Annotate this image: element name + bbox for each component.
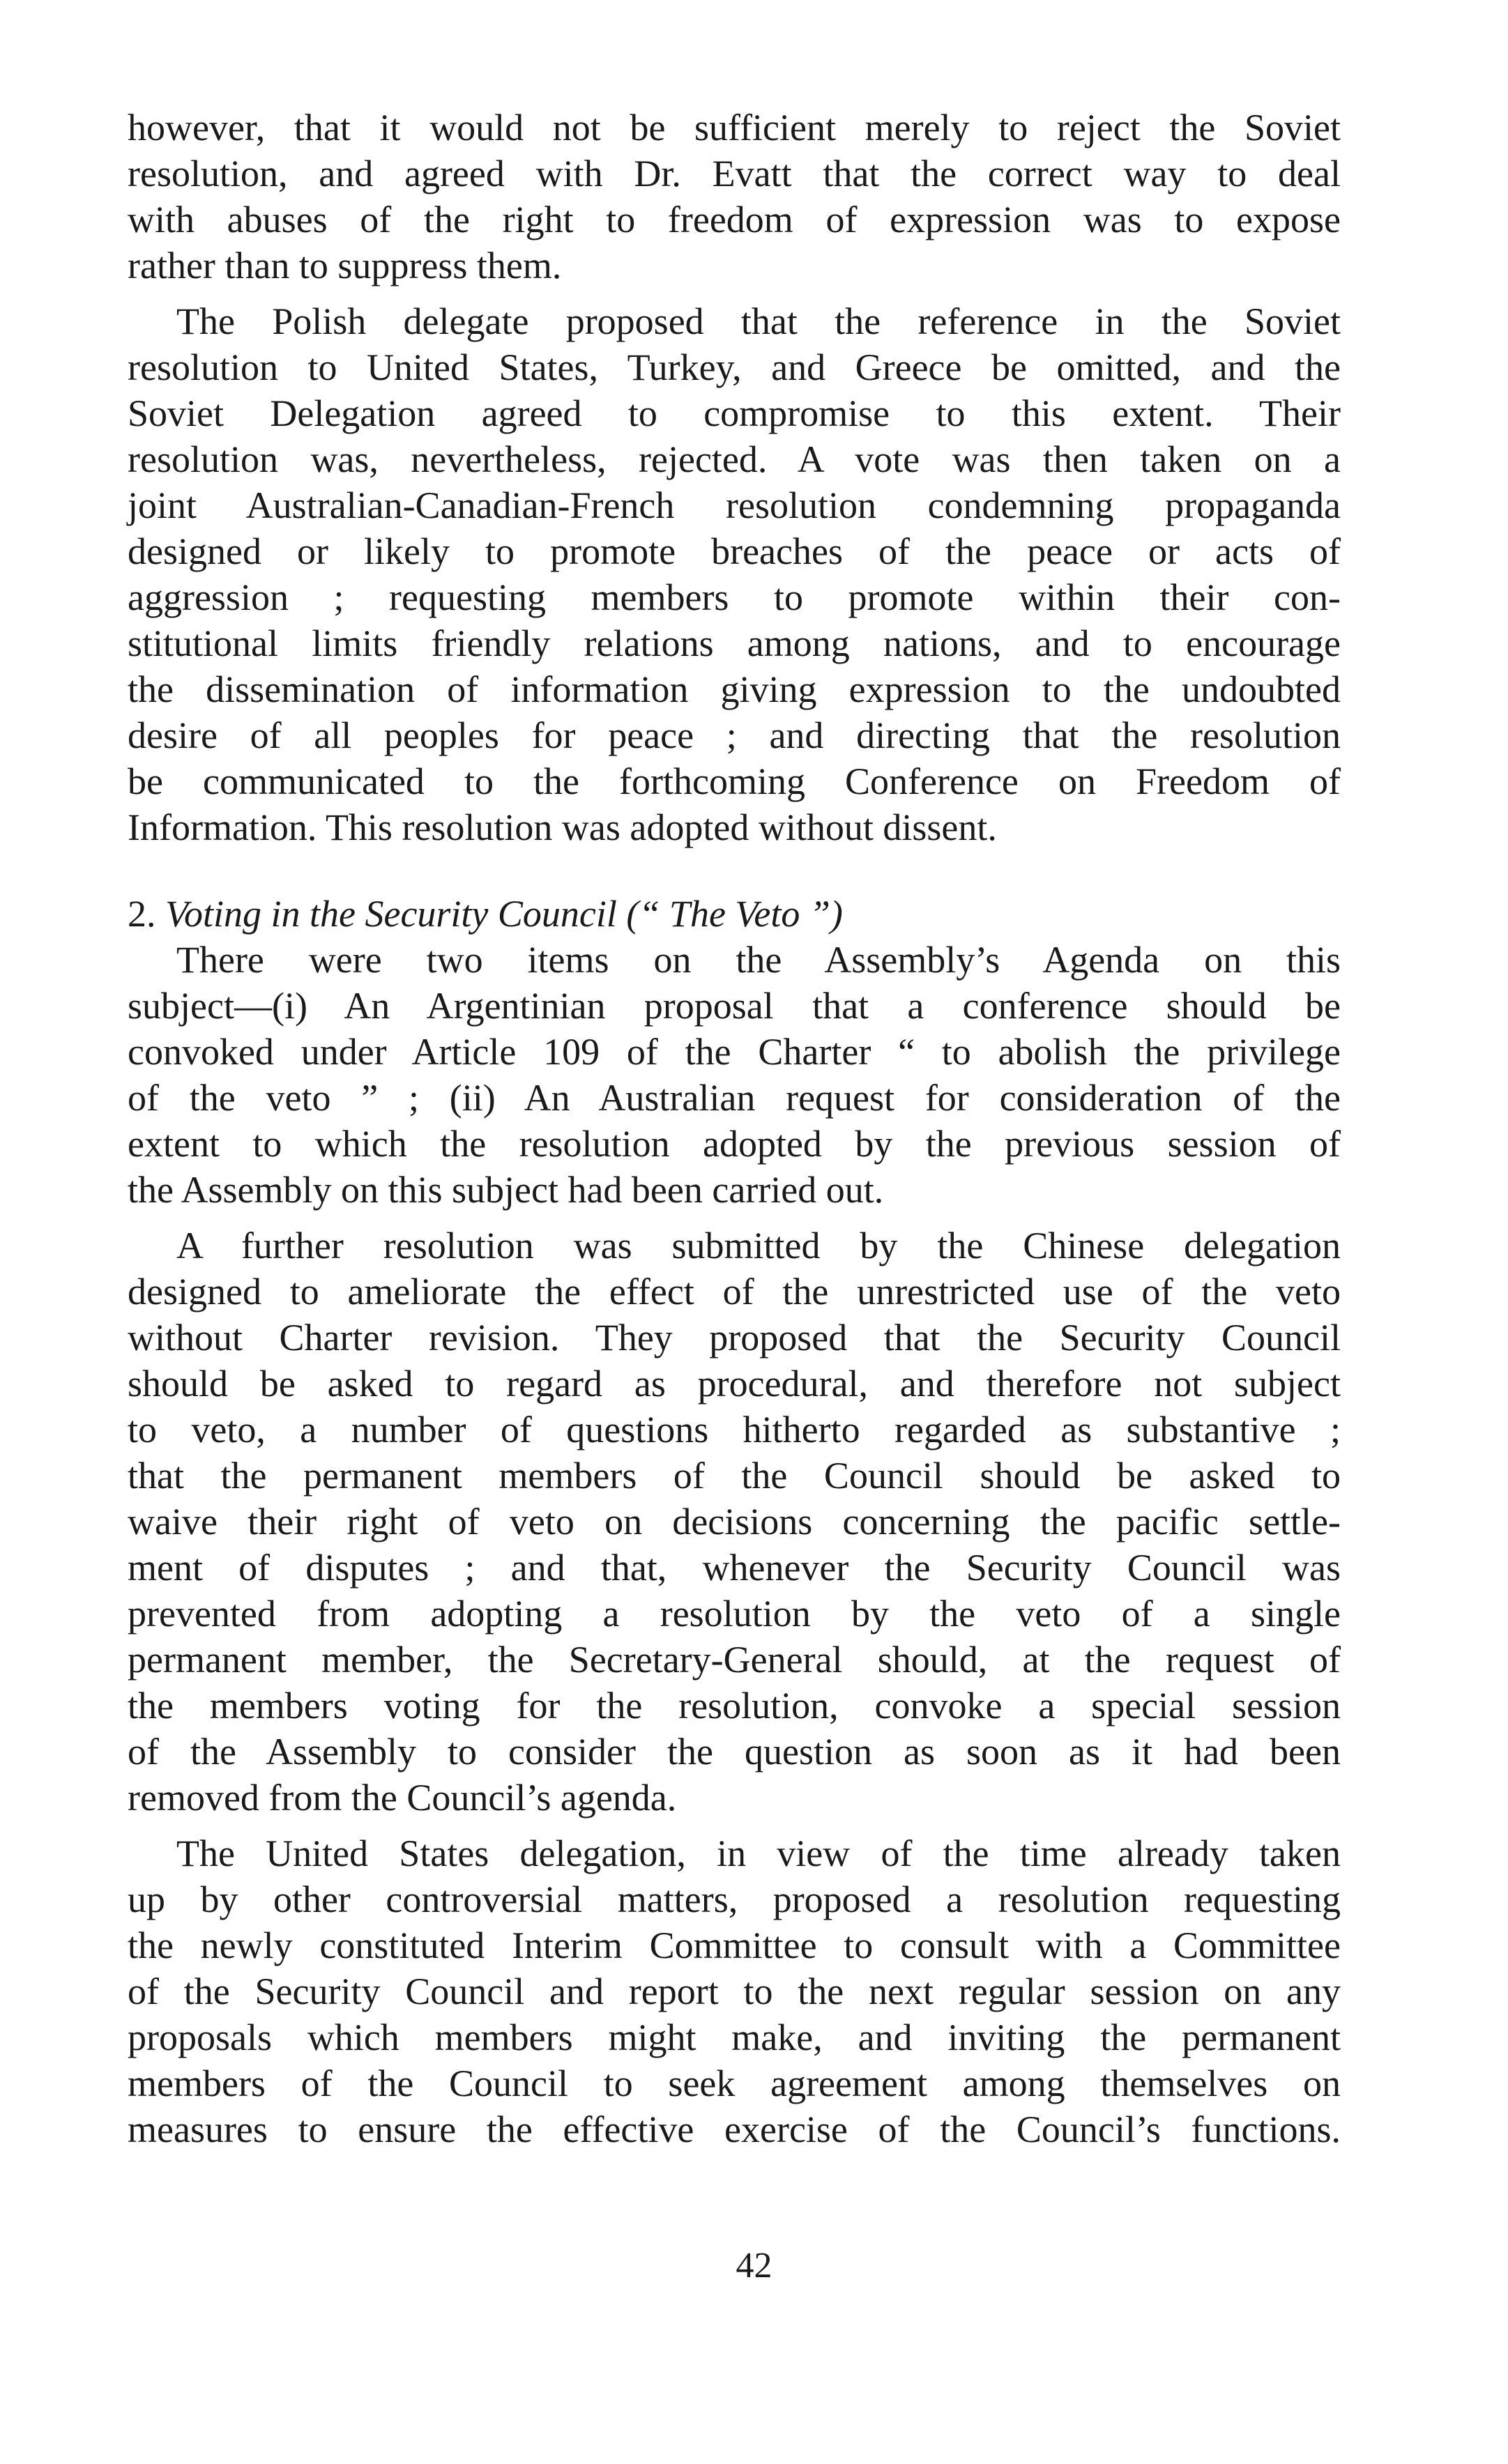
text-line: should be asked to regard as procedural, and therefore not subject — [128, 1363, 1341, 1405]
section-title: Voting in the Security Council (“ The Veto ”) — [165, 893, 843, 935]
text-line: prevented from adopting a resolution by the veto of a single — [128, 1593, 1341, 1635]
text-line: resolution was, nevertheless, rejected. A vote was then taken on a — [128, 438, 1341, 480]
text-line: A further resolution was submitted by the Chinese delegation — [176, 1225, 1341, 1267]
text-line: however, that it would not be sufficient merely to reject the Soviet — [128, 107, 1341, 148]
text-line: up by other controversial matters, proposed a resolution requesting — [128, 1878, 1341, 1920]
text-line: rather than to suppress them. — [128, 245, 562, 286]
text-line: extent to which the resolution adopted by the previous session of — [128, 1123, 1341, 1165]
text-line: proposals which members might make, and inviting the permanent — [128, 2017, 1341, 2058]
paragraph-1 — [128, 105, 1341, 289]
page-number: 42 — [736, 2246, 772, 2286]
text-line: subject—(i) An Argentinian proposal that a conference should be — [128, 985, 1341, 1027]
text-line: the newly constituted Interim Committee to consult with a Committee — [128, 1924, 1341, 1966]
paragraph-3 — [128, 937, 1341, 1213]
text-line: aggression ; requesting members to promote within their con- — [128, 576, 1341, 618]
text-line: resolution, and agreed with Dr. Evatt that the correct way to deal — [128, 153, 1341, 194]
text-line: joint Australian-Canadian-French resolution condemning propaganda — [128, 484, 1341, 526]
text-line: of the veto ” ; (ii) An Australian request for consideration of the — [128, 1077, 1341, 1119]
text-line: waive their right of veto on decisions concerning the pacific settle- — [128, 1501, 1341, 1543]
text-line: designed or likely to promote breaches of the peace or acts of — [128, 530, 1341, 572]
text-line: ment of disputes ; and that, whenever the Security Council was — [128, 1547, 1341, 1589]
text-line: the members voting for the resolution, convoke a special session — [128, 1685, 1341, 1727]
text-line: The United States delegation, in view of the time already taken — [176, 1832, 1341, 1874]
text-line: with abuses of the right to freedom of expression was to expose — [128, 199, 1341, 240]
paragraph-5 — [128, 1830, 1341, 2152]
text-line: measures to ensure the effective exercise of the Council’s functions. — [128, 2109, 1341, 2150]
text-line: Information. This resolution was adopted without dissent. — [128, 806, 997, 848]
text-line: Soviet Delegation agreed to compromise to this extent. Their — [128, 392, 1341, 434]
text-line: members of the Council to seek agreement among themselves on — [128, 2063, 1341, 2104]
text-line: designed to ameliorate the effect of the unrestricted use of the veto — [128, 1271, 1341, 1313]
document-page — [128, 105, 1341, 2152]
text-line: removed from the Council’s agenda. — [128, 1777, 677, 1819]
paragraph-4 — [128, 1223, 1341, 1821]
text-line: of the Security Council and report to the next regular session on any — [128, 1971, 1341, 2012]
text-line: to veto, a number of questions hitherto regarded as substantive ; — [128, 1409, 1341, 1451]
section-number: 2. — [128, 893, 165, 935]
text-line: that the permanent members of the Council should be asked to — [128, 1455, 1341, 1497]
text-line: convoked under Article 109 of the Charter “ to abolish the privilege — [128, 1031, 1341, 1073]
text-line: be communicated to the forthcoming Conference on Freedom of — [128, 760, 1341, 802]
text-line: resolution to United States, Turkey, and Greece be omitted, and the — [128, 346, 1341, 388]
text-line: stitutional limits friendly relations among nations, and to encourage — [128, 622, 1341, 664]
text-line: without Charter revision. They proposed that the Security Council — [128, 1317, 1341, 1359]
section-heading — [128, 891, 1341, 937]
paragraph-2 — [128, 298, 1341, 850]
text-line: The Polish delegate proposed that the reference in the Soviet — [176, 300, 1341, 342]
text-line: desire of all peoples for peace ; and directing that the resolution — [128, 714, 1341, 756]
text-line: permanent member, the Secretary-General should, at the request of — [128, 1639, 1341, 1681]
text-line: the dissemination of information giving expression to the undoubted — [128, 668, 1341, 710]
text-line: of the Assembly to consider the question as soon as it had been — [128, 1731, 1341, 1773]
text-line: the Assembly on this subject had been carried out. — [128, 1169, 884, 1211]
text-line: There were two items on the Assembly’s Agenda on this — [176, 939, 1341, 981]
